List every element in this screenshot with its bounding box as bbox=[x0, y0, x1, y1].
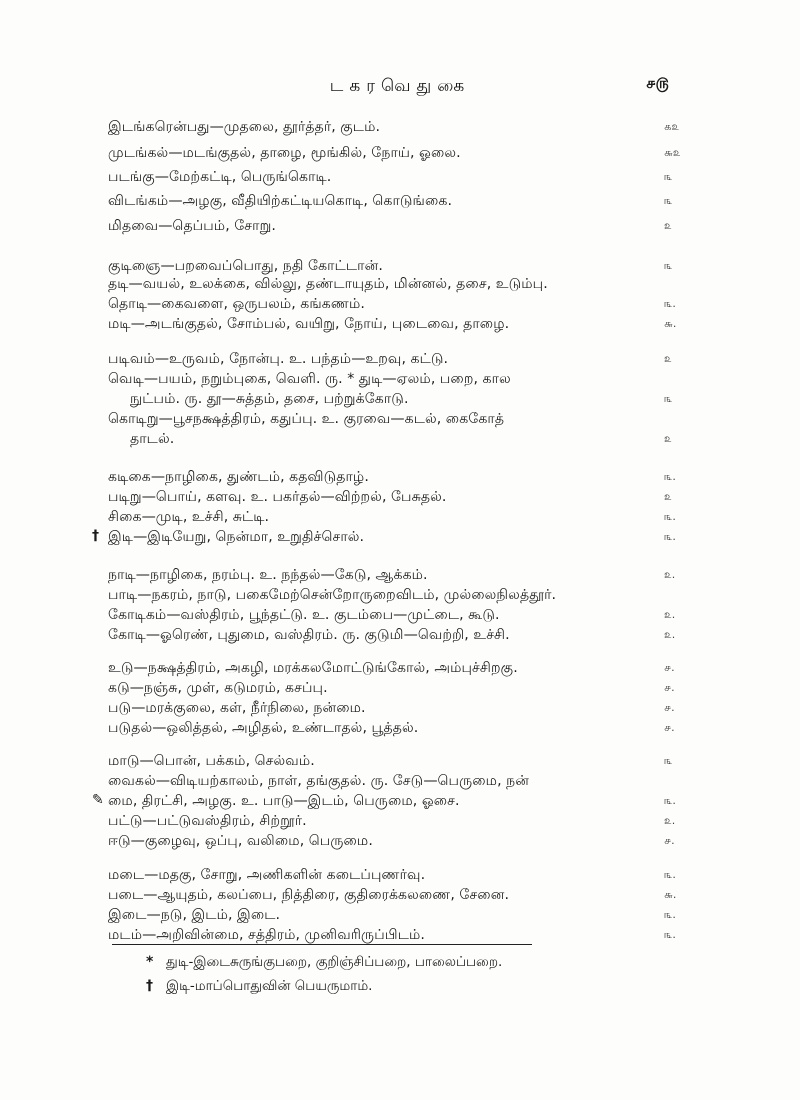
entry-count: ௩ bbox=[664, 170, 673, 183]
entry-line: படுதல்—ஒலித்தல், அழிதல், உண்டாதல், பூத்தல். bbox=[108, 720, 419, 736]
entry-count: ௨. bbox=[664, 568, 676, 581]
entry-line: தொடி—கைவளை, ஒருபலம், கங்கணம். bbox=[108, 296, 365, 312]
entry-line: இடி—இடியேறு, நென்மா, உறுதிச்சொல். bbox=[108, 529, 365, 545]
entry-line: கோடி—ஓரெண், புதுமை, வஸ்திரம். ரு. குடுமி—வெற்றி, உச்சி. bbox=[108, 627, 510, 643]
entry-count: ௪. bbox=[664, 661, 675, 674]
entry-count: ௬. bbox=[664, 317, 677, 330]
entry-line: நுட்பம். ரு. தூ—சுத்தம், தசை, பற்றுக்கோடு. bbox=[130, 391, 409, 407]
entry-line: பாடி—நகரம், நாடு, பகைமேற்சென்றோருறைவிடம், முல்லைநிலத்தூர். bbox=[108, 587, 557, 603]
entry-line: முடங்கல்—மடங்குதல், தாழை, மூங்கில், நோய், ஓலை. bbox=[108, 145, 461, 161]
entry-line: நாடி—நாழிகை, நரம்பு. உ. நந்தல்—கேடு, ஆக்கம். bbox=[108, 567, 428, 583]
entry-line: கடிகை—நாழிகை, துண்டம், கதவிடுதாழ். bbox=[108, 469, 369, 485]
footnote-mark: † bbox=[146, 978, 153, 994]
entry-line: மடி—அடங்குதல், சோம்பல், வயிறு, நோய், புடைவை, தாழை. bbox=[108, 316, 510, 332]
entry-line: குடிஞை—பறவைப்பொது, நதி கோட்டான். bbox=[108, 258, 383, 274]
entry-count: ௪. bbox=[664, 681, 675, 694]
entry-line: சிகை—முடி, உச்சி, சுட்டி. bbox=[108, 509, 270, 525]
entry-line: வெடி—பயம், நறும்புகை, வெளி. ரு. * துடி—ஏலம், பறை, கால bbox=[108, 371, 511, 387]
entry-count: ௩. bbox=[664, 530, 676, 543]
entry-line: படிவம்—உருவம், நோன்பு. உ. பந்தம்—உறவு, கட்டு. bbox=[108, 351, 449, 367]
entry-count: ௩. bbox=[664, 868, 676, 881]
entry-line: இடங்கரென்பது—முதலை, தூர்த்தர், குடம். bbox=[108, 119, 381, 135]
entry-count: ௪. bbox=[664, 721, 675, 734]
entry-count: ௨ bbox=[664, 352, 672, 365]
entry-count: ௧௨ bbox=[664, 120, 680, 133]
entry-line: படங்கு—மேற்கட்டி, பெருங்கொடி. bbox=[108, 169, 332, 185]
entry-line: படிறு—பொய், களவு. உ. பகர்தல்—விற்றல், பேசுதல். bbox=[108, 489, 447, 505]
entry-line: மடை—மதகு, சோறு, அணிகளின் கடைப்புணர்வு. bbox=[108, 867, 426, 883]
entry-line: தடி—வயல், உலக்கை, வில்லு, தண்டாயுதம், மின்னல், தசை, உடும்பு. bbox=[108, 276, 548, 292]
entry-count: ௩ bbox=[664, 392, 673, 405]
margin-mark: † bbox=[92, 528, 99, 544]
entry-count: ௬. bbox=[664, 888, 677, 901]
entry-count: ௩ bbox=[664, 259, 673, 272]
entry-count: ௩. bbox=[664, 510, 676, 523]
entry-line: மாடு—பொன், பக்கம், செல்வம். bbox=[108, 753, 315, 769]
entry-count: ௨ bbox=[664, 432, 672, 445]
entry-count: ௪. bbox=[664, 701, 675, 714]
entry-count: ௩. bbox=[664, 908, 676, 921]
footnote-text: துடி-இடைசுருங்குபறை, குறிஞ்சிப்பறை, பாலைப்பறை. bbox=[166, 954, 503, 970]
entry-count: ௨. bbox=[664, 628, 676, 641]
entry-line: மை, திரட்சி, அழகு. உ. பாடு—இடம், பெருமை, ஓசை. bbox=[108, 793, 460, 809]
entry-count: ௬௨ bbox=[664, 146, 681, 159]
entry-line: மடம்—அறிவின்மை, சத்திரம், முனிவரிருப்பிடம். bbox=[108, 927, 425, 943]
margin-mark: ✎ bbox=[92, 792, 104, 808]
entry-line: இடை—நடு, இடம், இடை. bbox=[108, 907, 281, 923]
entry-count: ௩ bbox=[664, 194, 673, 207]
entry-line: படை—ஆயுதம், கலப்பை, நித்திரை, குதிரைக்கலணை, சேனை. bbox=[108, 887, 509, 903]
entry-count: ௨. bbox=[664, 608, 676, 621]
entry-count: ௩. bbox=[664, 297, 676, 310]
entry-line: உடு—நக்ஷத்திரம், அகழி, மரக்கலமோட்டுங்கோல், அம்புச்சிறகு. bbox=[108, 660, 518, 676]
entry-line: கோடிகம்—வஸ்திரம், பூந்தட்டு. உ. குடம்பை—முட்டை, கூடு. bbox=[108, 607, 500, 623]
entry-line: பட்டு—பட்டுவஸ்திரம், சிற்றூர். bbox=[108, 813, 307, 829]
page-number: ௪௫ bbox=[646, 74, 669, 92]
entry-count: ௩. bbox=[664, 794, 676, 807]
footnote-rule bbox=[112, 944, 532, 945]
entry-line: கடு—நஞ்சு, முள், கடுமரம், கசப்பு. bbox=[108, 680, 328, 696]
entry-line: கொடிறு—பூசநக்ஷத்திரம், கதுப்பு. உ. குரவை—கடல், கைகோத் bbox=[108, 411, 505, 427]
entry-count: ௨. bbox=[664, 814, 676, 827]
entry-count: ௩. bbox=[664, 928, 676, 941]
entry-line: படு—மரக்குலை, கள், நீர்நிலை, நன்மை. bbox=[108, 700, 366, 716]
entry-count: ௪. bbox=[664, 834, 675, 847]
entry-count: ௨ bbox=[664, 219, 672, 232]
page-heading: டகரவெதுகை bbox=[329, 76, 471, 96]
footnote-text: இடி-மாப்பொதுவின் பெயருமாம். bbox=[166, 978, 373, 994]
entry-count: ௨ bbox=[664, 490, 672, 503]
footnote-mark: * bbox=[146, 954, 154, 970]
entry-line: விடங்கம்—அழகு, வீதியிற்கட்டியகொடி, கொடுங்கை. bbox=[108, 193, 452, 209]
entry-line: தாடல். bbox=[130, 431, 175, 447]
entry-line: ஈடு—குழைவு, ஒப்பு, வலிமை, பெருமை. bbox=[108, 833, 373, 849]
entry-count: ௩ bbox=[664, 754, 673, 767]
entry-line: மிதவை—தெப்பம், சோறு. bbox=[108, 218, 276, 234]
entry-line: வைகல்—விடியற்காலம், நாள், தங்குதல். ரு. சேடு—பெருமை, நன் bbox=[108, 773, 529, 789]
entry-count: ௩. bbox=[664, 470, 676, 483]
